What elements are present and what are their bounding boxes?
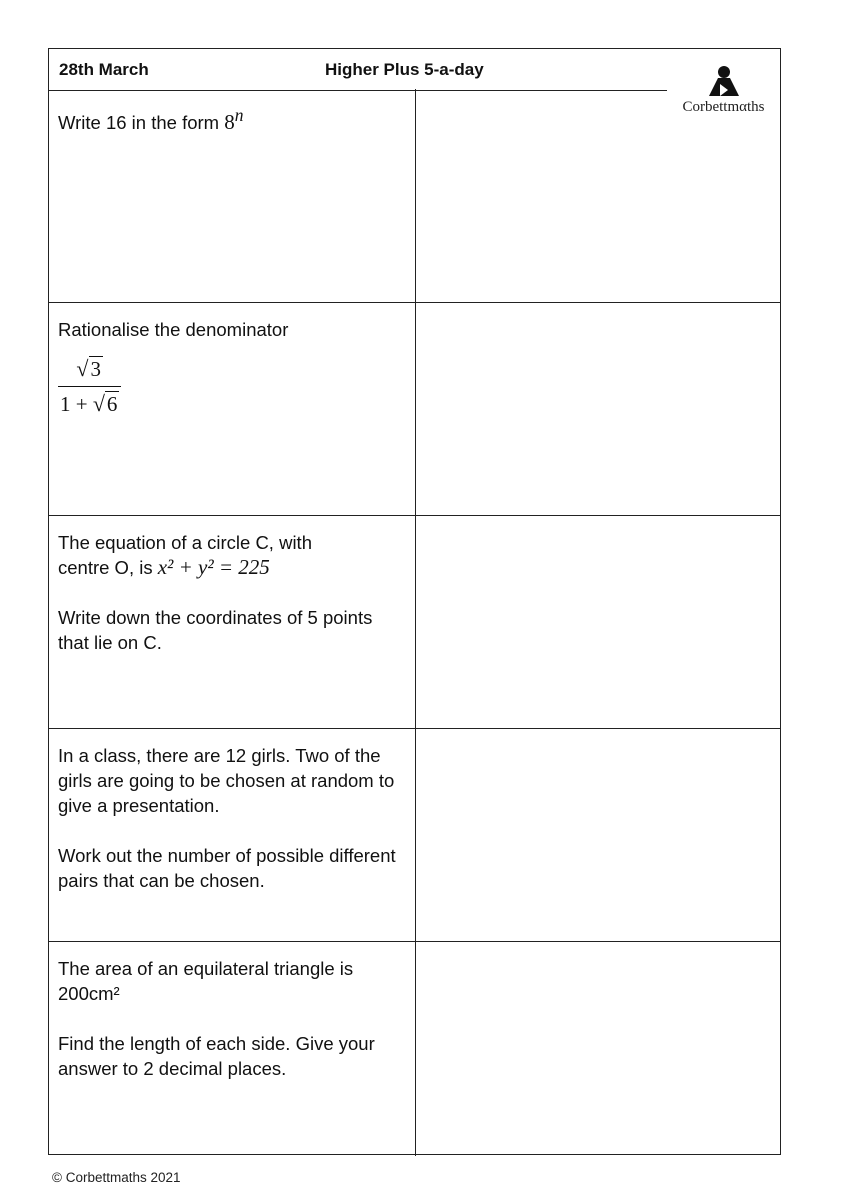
question-row-4 (49, 728, 780, 941)
footer-text: Corbettmaths 2021 (65, 1170, 181, 1185)
question-1-expression: 8$^n$ (224, 105, 244, 134)
question-5 (58, 956, 408, 1081)
question-3-line-2: centre O, is (58, 557, 153, 578)
circle-equation: x² + y² = 225 (157, 555, 270, 579)
header-date: 28th March (59, 60, 149, 79)
question-5-context: The area of an equilateral triangle is 200cm² (58, 958, 354, 1004)
question-grid (49, 89, 780, 1154)
question-4-instruction: Work out the number of possible different pairs that can be chosen. (58, 845, 396, 891)
question-5-instruction: Find the length of each side. Give your answer to 2 decimal places. (58, 1033, 375, 1079)
question-4 (58, 743, 408, 893)
header (49, 49, 669, 91)
question-row-2 (49, 302, 780, 515)
question-1-text: Write 16 in the form (58, 112, 220, 133)
question-3-line-1: The equation of a circle C, with (58, 532, 312, 553)
answer-divider (415, 89, 416, 302)
corbettmaths-logo (667, 49, 780, 121)
header-title: Higher Plus 5-a-day (325, 60, 484, 79)
worksheet (48, 48, 781, 1155)
answer-divider (415, 729, 416, 941)
fraction-denominator: 1 + √6 (58, 386, 121, 417)
fraction-numerator: √3 (76, 356, 101, 381)
question-row-3 (49, 515, 780, 728)
answer-divider (415, 942, 416, 1156)
logo-brand-text: Corbettmαths (682, 99, 765, 115)
question-2 (58, 317, 408, 417)
answer-divider (415, 303, 416, 515)
copyright-icon: © (52, 1170, 62, 1185)
question-row-5 (49, 941, 780, 1156)
question-2-text: Rationalise the denominator (58, 319, 289, 340)
answer-divider (415, 516, 416, 728)
question-3 (58, 530, 408, 655)
footer (52, 1170, 181, 1185)
question-3-instruction: Write down the coordinates of 5 points that lie on C. (58, 607, 373, 653)
question-4-context: In a class, there are 12 girls. Two of the girls are going to be chosen at random to give a presentation. (58, 745, 395, 816)
question-1 (58, 103, 408, 135)
logo-mark-icon (707, 66, 741, 98)
question-2-fraction (58, 356, 121, 417)
